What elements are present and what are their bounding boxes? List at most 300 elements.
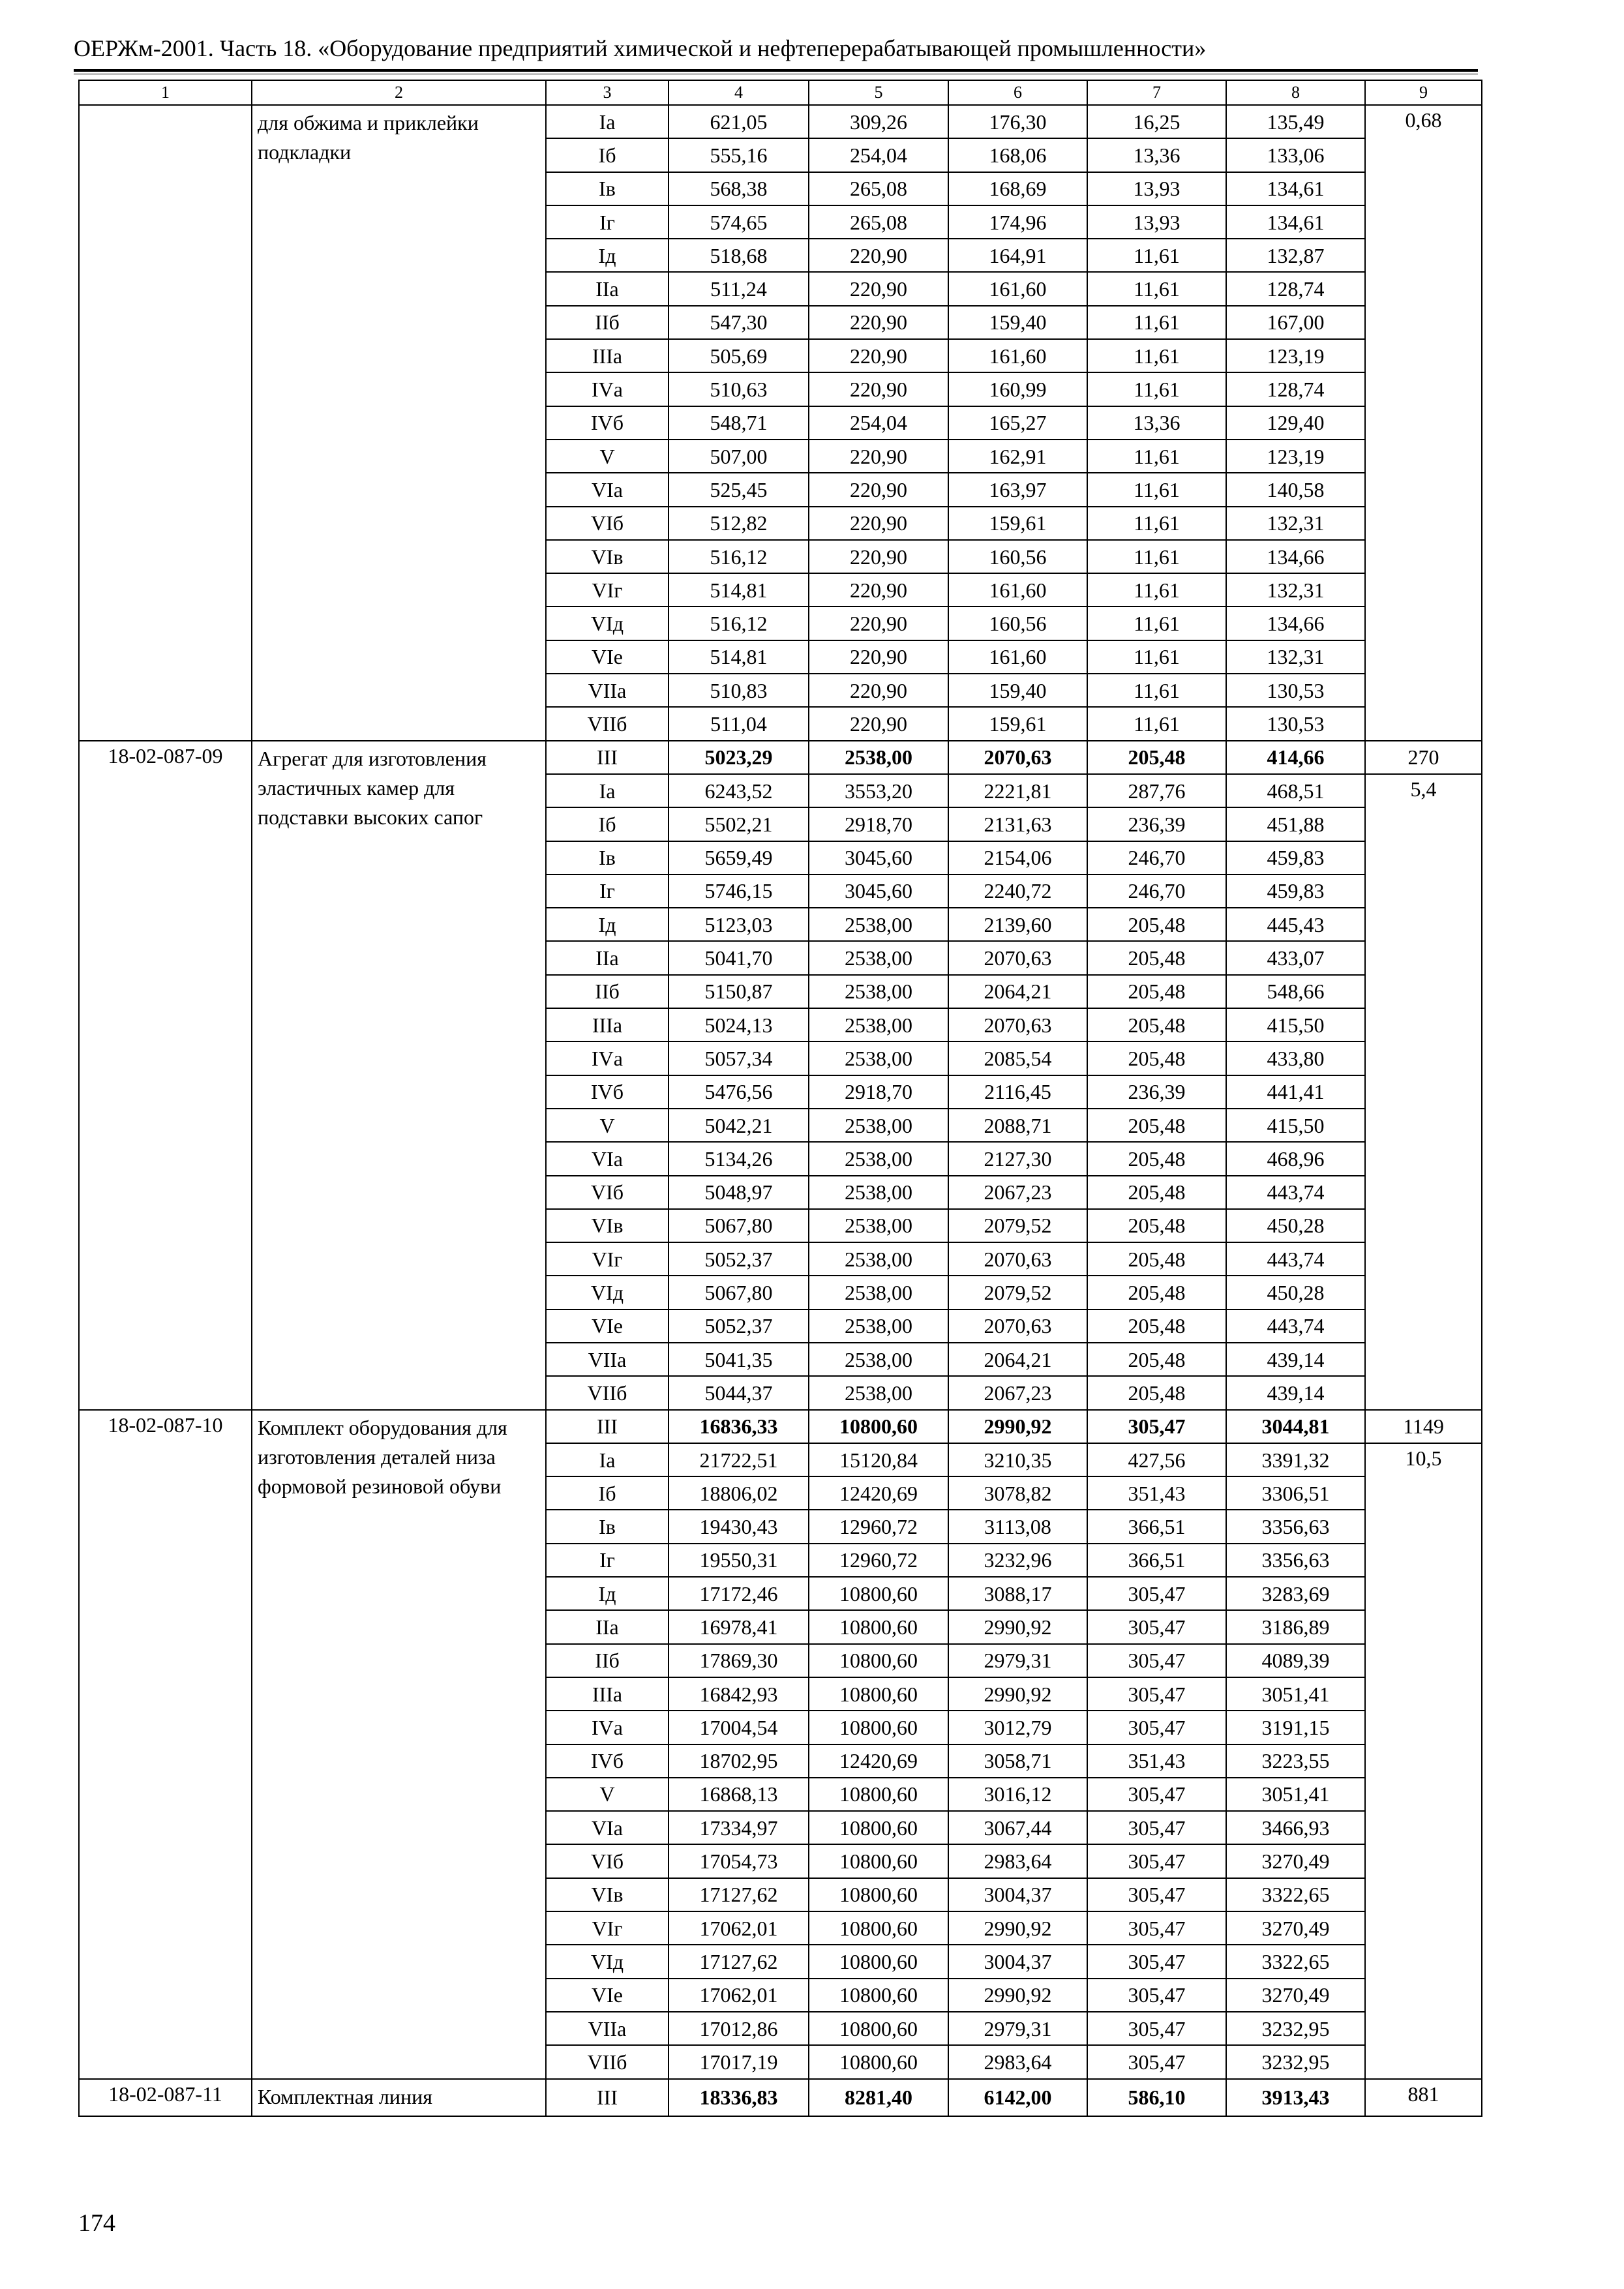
wages-cell: 2538,00	[809, 975, 948, 1008]
materials-cell: 439,14	[1226, 1343, 1365, 1376]
machine-wages-cell: 16,25	[1087, 105, 1226, 138]
total-cost-cell: 516,12	[669, 606, 809, 640]
machine-wages-cell: 586,10	[1087, 2079, 1226, 2116]
machine-cost-cell: 2116,45	[948, 1075, 1087, 1109]
rate-class-cell: Iб	[546, 807, 669, 841]
rate-class-cell: Iг	[546, 205, 669, 239]
rate-class-cell: IIIа	[546, 339, 669, 372]
wages-cell: 10800,60	[809, 1410, 948, 1443]
materials-cell: 3322,65	[1226, 1878, 1365, 1911]
machine-cost-cell: 161,60	[948, 573, 1087, 606]
total-cost-cell: 5067,80	[669, 1209, 809, 1242]
rate-class-cell: IIIа	[546, 1677, 669, 1711]
total-cost-cell: 5746,15	[669, 875, 809, 908]
materials-cell: 128,74	[1226, 372, 1365, 406]
machine-cost-cell: 165,27	[948, 406, 1087, 440]
rate-class-cell: Iв	[546, 172, 669, 205]
page-header: ОЕРЖм-2001. Часть 18. «Оборудование предприятий химической и нефтеперерабатывающей промышленности»	[74, 35, 1207, 61]
wages-cell: 220,90	[809, 606, 948, 640]
total-cost-cell: 5134,26	[669, 1142, 809, 1175]
rate-class-cell: IIб	[546, 1644, 669, 1677]
machine-wages-cell: 205,48	[1087, 1176, 1226, 1209]
wages-cell: 10800,60	[809, 1979, 948, 2012]
rate-code: 18-02-087-10	[79, 1410, 252, 2079]
materials-cell: 415,50	[1226, 1109, 1365, 1142]
wages-cell: 3045,60	[809, 841, 948, 875]
total-cost-cell: 5024,13	[669, 1008, 809, 1041]
machine-cost-cell: 164,91	[948, 239, 1087, 272]
machine-cost-cell: 2064,21	[948, 975, 1087, 1008]
column-number: 1	[79, 80, 252, 105]
rate-class-cell: V	[546, 1109, 669, 1142]
materials-cell: 3283,69	[1226, 1577, 1365, 1610]
materials-cell: 459,83	[1226, 841, 1365, 875]
machine-cost-cell: 3004,37	[948, 1945, 1087, 1978]
materials-cell: 134,61	[1226, 172, 1365, 205]
machine-cost-cell: 2070,63	[948, 1008, 1087, 1041]
machine-wages-cell: 205,48	[1087, 1276, 1226, 1309]
rate-class-cell: VIв	[546, 1878, 669, 1911]
total-cost-cell: 5067,80	[669, 1276, 809, 1309]
machine-wages-cell: 305,47	[1087, 2012, 1226, 2045]
machine-cost-cell: 2983,64	[948, 1844, 1087, 1878]
rate-class-cell: VIв	[546, 1209, 669, 1242]
wages-cell: 254,04	[809, 406, 948, 440]
equipment-name: Агрегат для изготовления эластичных камер для подставки высоких сапог	[252, 741, 546, 1410]
wages-cell: 10800,60	[809, 2012, 948, 2045]
rate-class-cell: Iб	[546, 138, 669, 172]
rate-class-cell: Iг	[546, 875, 669, 908]
machine-wages-cell: 305,47	[1087, 1677, 1226, 1711]
machine-cost-cell: 160,56	[948, 540, 1087, 573]
table-row	[79, 2079, 1482, 2116]
machine-wages-cell: 205,48	[1087, 1041, 1226, 1075]
weight-cell: 10,5	[1365, 1443, 1482, 2079]
rate-class-cell: Iа	[546, 774, 669, 807]
rate-class-cell: VIв	[546, 540, 669, 573]
header-rule-thick	[74, 69, 1478, 72]
total-cost-cell: 621,05	[669, 105, 809, 138]
machine-wages-cell: 305,47	[1087, 1979, 1226, 2012]
machine-wages-cell: 205,48	[1087, 1142, 1226, 1175]
machine-wages-cell: 305,47	[1087, 1945, 1226, 1978]
wages-cell: 10800,60	[809, 1811, 948, 1844]
materials-cell: 441,41	[1226, 1075, 1365, 1109]
machine-wages-cell: 366,51	[1087, 1544, 1226, 1577]
machine-wages-cell: 305,47	[1087, 1644, 1226, 1677]
total-cost-cell: 5123,03	[669, 908, 809, 941]
machine-wages-cell: 205,48	[1087, 1343, 1226, 1376]
machine-wages-cell: 205,48	[1087, 941, 1226, 974]
materials-cell: 3466,93	[1226, 1811, 1365, 1844]
wages-cell: 10800,60	[809, 1610, 948, 1643]
rate-class-cell: VIIа	[546, 674, 669, 707]
column-number: 5	[809, 80, 948, 105]
machine-cost-cell: 160,99	[948, 372, 1087, 406]
materials-cell: 3044,81	[1226, 1410, 1365, 1443]
machine-wages-cell: 205,48	[1087, 975, 1226, 1008]
column-number: 7	[1087, 80, 1226, 105]
machine-cost-cell: 2070,63	[948, 941, 1087, 974]
wages-cell: 2538,00	[809, 1109, 948, 1142]
total-cost-cell: 19550,31	[669, 1544, 809, 1577]
materials-cell: 130,53	[1226, 674, 1365, 707]
machine-cost-cell: 2139,60	[948, 908, 1087, 941]
total-cost-cell: 6243,52	[669, 774, 809, 807]
total-cost-cell: 16836,33	[669, 1410, 809, 1443]
total-cost-cell: 19430,43	[669, 1510, 809, 1543]
materials-cell: 468,96	[1226, 1142, 1365, 1175]
total-cost-cell: 5042,21	[669, 1109, 809, 1142]
total-cost-cell: 17004,54	[669, 1711, 809, 1744]
total-cost-cell: 5023,29	[669, 741, 809, 774]
wages-cell: 10800,60	[809, 1945, 948, 1978]
wages-cell: 10800,60	[809, 1911, 948, 1945]
total-cost-cell: 5476,56	[669, 1075, 809, 1109]
materials-cell: 3191,15	[1226, 1711, 1365, 1744]
table-row	[79, 105, 1482, 138]
total-cost-cell: 18702,95	[669, 1744, 809, 1778]
machine-wages-cell: 287,76	[1087, 774, 1226, 807]
machine-wages-cell: 305,47	[1087, 1811, 1226, 1844]
materials-cell: 443,74	[1226, 1176, 1365, 1209]
machine-wages-cell: 11,61	[1087, 674, 1226, 707]
materials-cell: 3223,55	[1226, 1744, 1365, 1778]
machine-cost-cell: 168,69	[948, 172, 1087, 205]
column-number: 9	[1365, 80, 1482, 105]
wages-cell: 220,90	[809, 440, 948, 473]
wages-cell: 220,90	[809, 674, 948, 707]
machine-cost-cell: 2067,23	[948, 1176, 1087, 1209]
machine-wages-cell: 11,61	[1087, 306, 1226, 339]
machine-wages-cell: 11,61	[1087, 339, 1226, 372]
rate-class-cell: VIа	[546, 1142, 669, 1175]
materials-cell: 134,66	[1226, 540, 1365, 573]
total-cost-cell: 510,63	[669, 372, 809, 406]
materials-cell: 3356,63	[1226, 1544, 1365, 1577]
table-body	[79, 80, 1482, 2116]
rate-class-cell: VIIб	[546, 707, 669, 740]
total-cost-cell: 16978,41	[669, 1610, 809, 1643]
materials-cell: 445,43	[1226, 908, 1365, 941]
machine-wages-cell: 305,47	[1087, 1610, 1226, 1643]
total-cost-cell: 17054,73	[669, 1844, 809, 1878]
total-cost-cell: 507,00	[669, 440, 809, 473]
weight-cell: 881	[1365, 2079, 1482, 2116]
machine-wages-cell: 305,47	[1087, 1778, 1226, 1811]
equipment-name: для обжима и приклейки подкладки	[252, 105, 546, 741]
materials-cell: 415,50	[1226, 1008, 1365, 1041]
machine-wages-cell: 205,48	[1087, 1242, 1226, 1276]
machine-wages-cell: 11,61	[1087, 372, 1226, 406]
machine-cost-cell: 6142,00	[948, 2079, 1087, 2116]
machine-cost-cell: 3067,44	[948, 1811, 1087, 1844]
weight-cell: 1149	[1365, 1410, 1482, 1443]
materials-cell: 450,28	[1226, 1276, 1365, 1309]
machine-wages-cell: 351,43	[1087, 1744, 1226, 1778]
rate-class-cell: VIд	[546, 1276, 669, 1309]
wages-cell: 309,26	[809, 105, 948, 138]
machine-wages-cell: 305,47	[1087, 2045, 1226, 2078]
machine-cost-cell: 2085,54	[948, 1041, 1087, 1075]
total-cost-cell: 5041,35	[669, 1343, 809, 1376]
rate-class-cell: VIе	[546, 1979, 669, 2012]
materials-cell: 132,31	[1226, 640, 1365, 674]
machine-wages-cell: 205,48	[1087, 1109, 1226, 1142]
machine-wages-cell: 351,43	[1087, 1476, 1226, 1510]
wages-cell: 220,90	[809, 507, 948, 540]
materials-cell: 123,19	[1226, 339, 1365, 372]
machine-cost-cell: 161,60	[948, 339, 1087, 372]
materials-cell: 468,51	[1226, 774, 1365, 807]
machine-wages-cell: 13,93	[1087, 205, 1226, 239]
materials-cell: 129,40	[1226, 406, 1365, 440]
rates-table	[78, 80, 1482, 2117]
wages-cell: 2538,00	[809, 1309, 948, 1343]
weight-cell: 0,68	[1365, 105, 1482, 741]
rate-class-cell: Iв	[546, 841, 669, 875]
machine-cost-cell: 2079,52	[948, 1276, 1087, 1309]
weight-cell: 270	[1365, 741, 1482, 774]
rate-code	[79, 105, 252, 741]
rate-class-cell: IVб	[546, 1075, 669, 1109]
machine-wages-cell: 13,93	[1087, 172, 1226, 205]
machine-cost-cell: 3078,82	[948, 1476, 1087, 1510]
table-row	[79, 1410, 1482, 1443]
wages-cell: 10800,60	[809, 1844, 948, 1878]
wages-cell: 10800,60	[809, 1644, 948, 1677]
rate-class-cell: VIб	[546, 1844, 669, 1878]
wages-cell: 220,90	[809, 473, 948, 506]
rate-class-cell: VIIб	[546, 2045, 669, 2078]
total-cost-cell: 5041,70	[669, 941, 809, 974]
materials-cell: 3356,63	[1226, 1510, 1365, 1543]
machine-cost-cell: 2990,92	[948, 1911, 1087, 1945]
rate-class-cell: IVа	[546, 372, 669, 406]
wages-cell: 15120,84	[809, 1443, 948, 1476]
rate-class-cell: III	[546, 1410, 669, 1443]
column-number: 4	[669, 80, 809, 105]
machine-cost-cell: 3210,35	[948, 1443, 1087, 1476]
machine-cost-cell: 2240,72	[948, 875, 1087, 908]
wages-cell: 265,08	[809, 172, 948, 205]
rate-class-cell: Iд	[546, 908, 669, 941]
column-number: 3	[546, 80, 669, 105]
total-cost-cell: 505,69	[669, 339, 809, 372]
total-cost-cell: 512,82	[669, 507, 809, 540]
wages-cell: 2538,00	[809, 1343, 948, 1376]
materials-cell: 450,28	[1226, 1209, 1365, 1242]
materials-cell: 443,74	[1226, 1309, 1365, 1343]
total-cost-cell: 514,81	[669, 573, 809, 606]
machine-wages-cell: 11,61	[1087, 239, 1226, 272]
machine-cost-cell: 176,30	[948, 105, 1087, 138]
total-cost-cell: 574,65	[669, 205, 809, 239]
machine-wages-cell: 205,48	[1087, 1376, 1226, 1409]
wages-cell: 12960,72	[809, 1510, 948, 1543]
rate-class-cell: Iа	[546, 1443, 669, 1476]
equipment-name: Комплект оборудования для изготовления деталей низа формовой резиновой обуви	[252, 1410, 546, 2079]
total-cost-cell: 514,81	[669, 640, 809, 674]
materials-cell: 123,19	[1226, 440, 1365, 473]
materials-cell: 167,00	[1226, 306, 1365, 339]
wages-cell: 220,90	[809, 573, 948, 606]
machine-wages-cell: 11,61	[1087, 606, 1226, 640]
wages-cell: 220,90	[809, 306, 948, 339]
materials-cell: 3913,43	[1226, 2079, 1365, 2116]
machine-wages-cell: 11,61	[1087, 272, 1226, 305]
wages-cell: 2538,00	[809, 1276, 948, 1309]
wages-cell: 220,90	[809, 540, 948, 573]
rate-class-cell: IIа	[546, 941, 669, 974]
machine-cost-cell: 2070,63	[948, 741, 1087, 774]
materials-cell: 3391,32	[1226, 1443, 1365, 1476]
total-cost-cell: 17127,62	[669, 1878, 809, 1911]
machine-wages-cell: 11,61	[1087, 573, 1226, 606]
materials-cell: 134,66	[1226, 606, 1365, 640]
total-cost-cell: 17172,46	[669, 1577, 809, 1610]
materials-cell: 3051,41	[1226, 1677, 1365, 1711]
rate-class-cell: IVб	[546, 1744, 669, 1778]
machine-wages-cell: 13,36	[1087, 406, 1226, 440]
total-cost-cell: 548,71	[669, 406, 809, 440]
machine-cost-cell: 159,61	[948, 707, 1087, 740]
wages-cell: 10800,60	[809, 1778, 948, 1811]
total-cost-cell: 5659,49	[669, 841, 809, 875]
machine-cost-cell: 2983,64	[948, 2045, 1087, 2078]
wages-cell: 10800,60	[809, 1711, 948, 1744]
machine-wages-cell: 11,61	[1087, 640, 1226, 674]
materials-cell: 443,74	[1226, 1242, 1365, 1276]
column-number: 6	[948, 80, 1087, 105]
materials-cell: 128,74	[1226, 272, 1365, 305]
wages-cell: 2538,00	[809, 1008, 948, 1041]
materials-cell: 433,07	[1226, 941, 1365, 974]
wages-cell: 2538,00	[809, 1041, 948, 1075]
machine-cost-cell: 3012,79	[948, 1711, 1087, 1744]
machine-cost-cell: 2070,63	[948, 1242, 1087, 1276]
machine-wages-cell: 205,48	[1087, 1209, 1226, 1242]
rate-class-cell: III	[546, 2079, 669, 2116]
rate-class-cell: Iб	[546, 1476, 669, 1510]
machine-cost-cell: 2990,92	[948, 1979, 1087, 2012]
wages-cell: 12420,69	[809, 1744, 948, 1778]
rate-class-cell: VIе	[546, 1309, 669, 1343]
wages-cell: 220,90	[809, 640, 948, 674]
materials-cell: 3270,49	[1226, 1979, 1365, 2012]
wages-cell: 3553,20	[809, 774, 948, 807]
wages-cell: 12960,72	[809, 1544, 948, 1577]
wages-cell: 220,90	[809, 239, 948, 272]
materials-cell: 433,80	[1226, 1041, 1365, 1075]
machine-cost-cell: 3088,17	[948, 1577, 1087, 1610]
rate-class-cell: IIа	[546, 1610, 669, 1643]
wages-cell: 2538,00	[809, 941, 948, 974]
machine-wages-cell: 305,47	[1087, 1844, 1226, 1878]
machine-wages-cell: 236,39	[1087, 1075, 1226, 1109]
rate-class-cell: VIIб	[546, 1376, 669, 1409]
machine-wages-cell: 205,48	[1087, 1008, 1226, 1041]
machine-cost-cell: 159,40	[948, 674, 1087, 707]
materials-cell: 3232,95	[1226, 2045, 1365, 2078]
materials-cell: 132,87	[1226, 239, 1365, 272]
machine-wages-cell: 11,61	[1087, 507, 1226, 540]
machine-wages-cell: 11,61	[1087, 440, 1226, 473]
rate-class-cell: Iа	[546, 105, 669, 138]
machine-wages-cell: 11,61	[1087, 540, 1226, 573]
total-cost-cell: 5052,37	[669, 1309, 809, 1343]
rate-class-cell: IIб	[546, 975, 669, 1008]
wages-cell: 265,08	[809, 205, 948, 239]
rate-class-cell: IVб	[546, 406, 669, 440]
machine-cost-cell: 3058,71	[948, 1744, 1087, 1778]
materials-cell: 3322,65	[1226, 1945, 1365, 1978]
wages-cell: 220,90	[809, 272, 948, 305]
rate-class-cell: VIг	[546, 1911, 669, 1945]
wages-cell: 2918,70	[809, 807, 948, 841]
machine-cost-cell: 3113,08	[948, 1510, 1087, 1543]
rate-class-cell: IVа	[546, 1041, 669, 1075]
machine-cost-cell: 168,06	[948, 138, 1087, 172]
rate-class-cell: VIб	[546, 507, 669, 540]
materials-cell: 439,14	[1226, 1376, 1365, 1409]
total-cost-cell: 17869,30	[669, 1644, 809, 1677]
machine-cost-cell: 2990,92	[948, 1410, 1087, 1443]
wages-cell: 2538,00	[809, 1142, 948, 1175]
wages-cell: 10800,60	[809, 2045, 948, 2078]
total-cost-cell: 18806,02	[669, 1476, 809, 1510]
wages-cell: 3045,60	[809, 875, 948, 908]
rate-class-cell: VIг	[546, 573, 669, 606]
materials-cell: 451,88	[1226, 807, 1365, 841]
machine-wages-cell: 205,48	[1087, 1309, 1226, 1343]
machine-cost-cell: 2979,31	[948, 1644, 1087, 1677]
wages-cell: 2918,70	[809, 1075, 948, 1109]
column-numbers-row	[79, 80, 1482, 105]
machine-wages-cell: 366,51	[1087, 1510, 1226, 1543]
rate-class-cell: IIб	[546, 306, 669, 339]
materials-cell: 4089,39	[1226, 1644, 1365, 1677]
materials-cell: 140,58	[1226, 473, 1365, 506]
materials-cell: 3270,49	[1226, 1844, 1365, 1878]
total-cost-cell: 17012,86	[669, 2012, 809, 2045]
machine-cost-cell: 161,60	[948, 272, 1087, 305]
machine-cost-cell: 2067,23	[948, 1376, 1087, 1409]
rate-class-cell: VIд	[546, 1945, 669, 1978]
total-cost-cell: 16842,93	[669, 1677, 809, 1711]
wages-cell: 220,90	[809, 339, 948, 372]
machine-wages-cell: 13,36	[1087, 138, 1226, 172]
total-cost-cell: 568,38	[669, 172, 809, 205]
rate-class-cell: Iг	[546, 1544, 669, 1577]
page-number: 174	[78, 2209, 115, 2237]
machine-cost-cell: 2979,31	[948, 2012, 1087, 2045]
rate-class-cell: VIIа	[546, 2012, 669, 2045]
rate-class-cell: Iд	[546, 239, 669, 272]
total-cost-cell: 18336,83	[669, 2079, 809, 2116]
machine-cost-cell: 2127,30	[948, 1142, 1087, 1175]
total-cost-cell: 525,45	[669, 473, 809, 506]
wages-cell: 2538,00	[809, 908, 948, 941]
total-cost-cell: 17017,19	[669, 2045, 809, 2078]
machine-wages-cell: 246,70	[1087, 841, 1226, 875]
materials-cell: 133,06	[1226, 138, 1365, 172]
machine-cost-cell: 3016,12	[948, 1778, 1087, 1811]
total-cost-cell: 516,12	[669, 540, 809, 573]
machine-wages-cell: 305,47	[1087, 1878, 1226, 1911]
column-number: 2	[252, 80, 546, 105]
machine-cost-cell: 162,91	[948, 440, 1087, 473]
